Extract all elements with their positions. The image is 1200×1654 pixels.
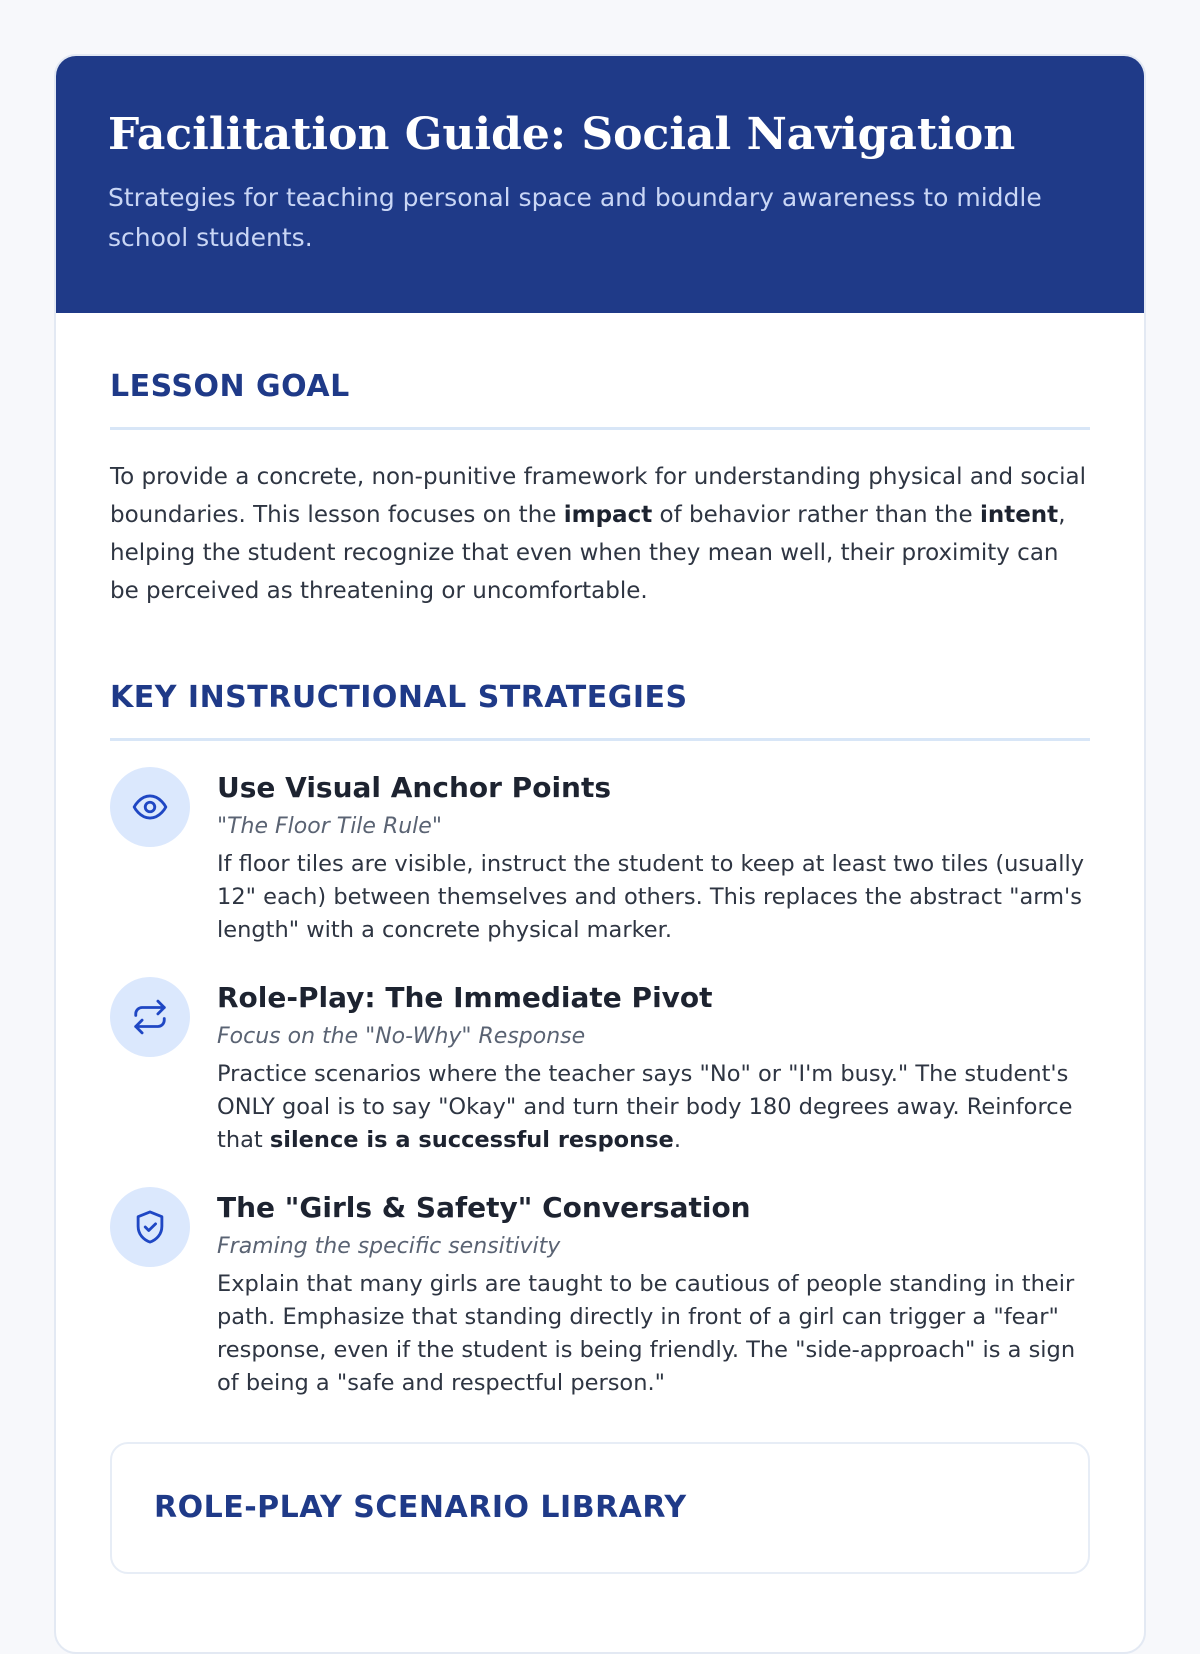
strategy-desc-part1: Practice scenarios where the teacher says "No" or "I'm busy." The student's ONLY goal is to say "Okay" and turn their body 180 degrees away. Reinforce that bbox=[217, 1061, 1073, 1153]
strategy-desc-bold: silence is a successful response bbox=[269, 1127, 674, 1153]
strategy-subtitle: Framing the specific sensitivity bbox=[217, 1234, 561, 1259]
page-subtitle: Strategies for teaching personal space and boundary awareness to middle school students. bbox=[108, 183, 1042, 252]
goal-bold-impact: impact bbox=[563, 502, 653, 528]
guide-body bbox=[56, 367, 1144, 1574]
repeat-arrows-icon bbox=[110, 977, 190, 1057]
lesson-goal-heading: LESSON GOAL bbox=[110, 367, 1090, 430]
scenario-library-panel bbox=[110, 1442, 1090, 1574]
header bbox=[54, 54, 1146, 313]
strategy-content bbox=[217, 767, 1090, 947]
scenario-library-heading: ROLE-PLAY SCENARIO LIBRARY bbox=[154, 1490, 687, 1525]
strategy-subtitle: Focus on the "No-Why" Response bbox=[217, 1024, 586, 1049]
strategy-title: The "Girls & Safety" Conversation bbox=[217, 1191, 751, 1224]
strategy-desc-part2: . bbox=[673, 1127, 681, 1153]
lesson-goal-text bbox=[110, 458, 1090, 610]
goal-text-2: of behavior rather than the bbox=[652, 502, 980, 528]
goal-text-3: , helping the student recognize that even when they mean well, their proximity can be perceived as threatening or uncomfortable. bbox=[110, 502, 1066, 604]
strategies-list bbox=[110, 767, 1090, 1400]
strategy-item bbox=[110, 767, 1090, 947]
strategy-item bbox=[110, 977, 1090, 1157]
strategy-title: Role-Play: The Immediate Pivot bbox=[217, 981, 713, 1014]
guide-card bbox=[54, 54, 1146, 1654]
strategy-content bbox=[217, 977, 1090, 1157]
strategy-title: Use Visual Anchor Points bbox=[217, 771, 612, 804]
strategies-heading: KEY INSTRUCTIONAL STRATEGIES bbox=[110, 678, 1090, 741]
strategy-subtitle: "The Floor Tile Rule" bbox=[217, 814, 442, 839]
goal-bold-intent: intent bbox=[979, 502, 1059, 528]
strategy-description: If floor tiles are visible, instruct the student to keep at least two tiles (usually 12" each) between themselves and others. This replaces the abstract "arm's length" with a concrete physical marker. bbox=[217, 851, 1085, 943]
strategy-item bbox=[110, 1187, 1090, 1400]
eye-icon bbox=[110, 767, 190, 847]
goal-text-1: To provide a concrete, non-punitive framework for understanding physical and social boundaries. This lesson focuses on the bbox=[110, 464, 1086, 528]
strategy-description: Explain that many girls are taught to be cautious of people standing in their path. Emphasize that standing directly in front of a girl can trigger a "fear" response, even if the student is being friendly. The "side-approach" is a sign of being a "safe and respectful person." bbox=[217, 1271, 1076, 1396]
shield-check-icon bbox=[110, 1187, 190, 1267]
page-title: Facilitation Guide: Social Navigation bbox=[108, 109, 1016, 160]
strategy-content bbox=[217, 1187, 1090, 1400]
strategy-description bbox=[217, 1058, 1090, 1157]
